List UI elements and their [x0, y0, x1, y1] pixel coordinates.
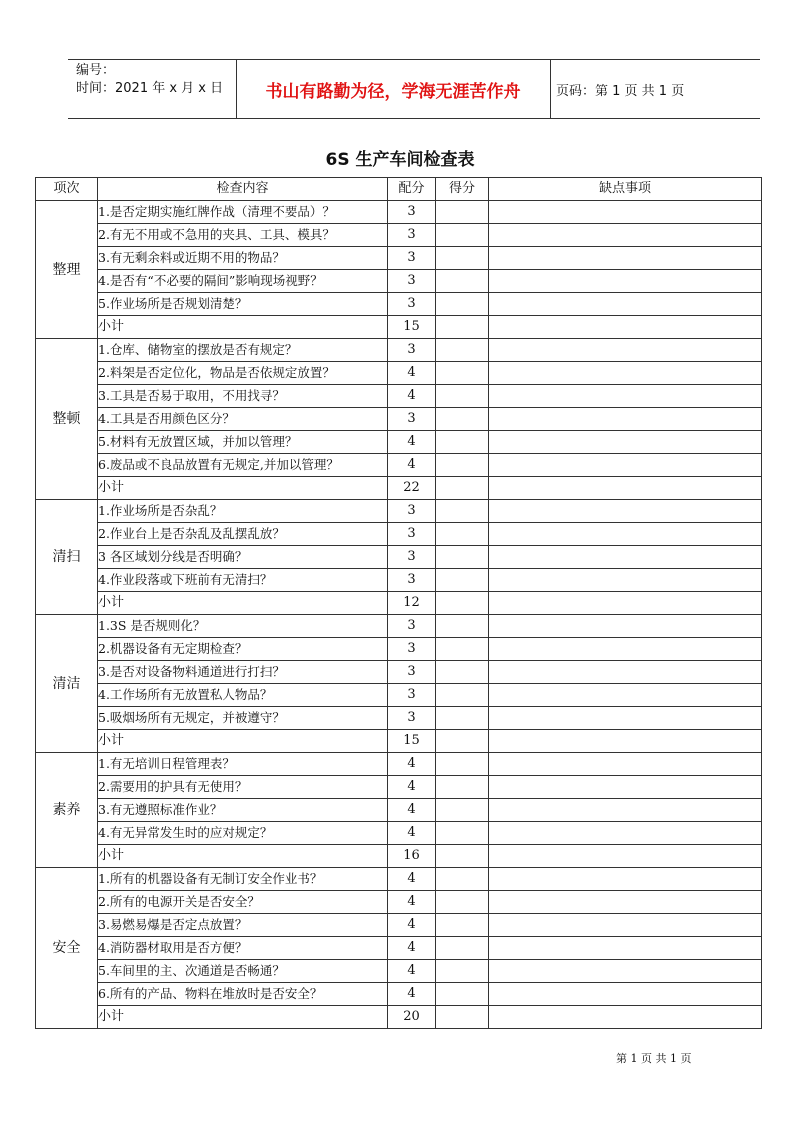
defect-notes-cell[interactable] — [489, 983, 762, 1006]
defect-notes-cell[interactable] — [489, 293, 762, 316]
subtotal-defect-cell[interactable] — [489, 316, 762, 339]
score-input-cell[interactable] — [436, 753, 489, 776]
table-row — [36, 500, 762, 523]
max-score-cell: 3 — [388, 293, 436, 316]
max-score-cell: 4 — [388, 431, 436, 454]
subtotal-value: 20 — [388, 1006, 436, 1029]
check-item-content: 3.有无剩余料或近期不用的物品？ — [98, 247, 388, 270]
score-input-cell[interactable] — [436, 362, 489, 385]
check-item-content: 1.作业场所是否杂乱？ — [98, 500, 388, 523]
defect-notes-cell[interactable] — [489, 661, 762, 684]
score-input-cell[interactable] — [436, 385, 489, 408]
score-input-cell[interactable] — [436, 247, 489, 270]
table-row — [36, 891, 762, 914]
header-bottom-rule — [68, 118, 760, 119]
subtotal-label: 小计 — [98, 477, 388, 500]
max-score-cell: 4 — [388, 799, 436, 822]
check-item-content: 4.作业段落或下班前有无清扫？ — [98, 569, 388, 592]
check-item-content: 2.料架是否定位化，物品是否依规定放置？ — [98, 362, 388, 385]
table-row — [36, 201, 762, 224]
document-number-label: 编号： — [76, 63, 116, 78]
column-header-score: 得分 — [436, 178, 489, 201]
check-item-content: 6.所有的产品、物料在堆放时是否安全？ — [98, 983, 388, 1006]
max-score-cell: 3 — [388, 661, 436, 684]
subtotal-defect-cell[interactable] — [489, 477, 762, 500]
table-row — [36, 523, 762, 546]
max-score-cell: 4 — [388, 983, 436, 1006]
table-row — [36, 569, 762, 592]
score-input-cell[interactable] — [436, 661, 489, 684]
max-score-cell: 3 — [388, 201, 436, 224]
score-input-cell[interactable] — [436, 937, 489, 960]
table-row — [36, 408, 762, 431]
subtotal-row — [36, 477, 762, 500]
table-row — [36, 960, 762, 983]
defect-notes-cell[interactable] — [489, 891, 762, 914]
check-item-content: 5.作业场所是否规划清楚？ — [98, 293, 388, 316]
max-score-cell: 3 — [388, 684, 436, 707]
category-cell: 素养 — [36, 753, 98, 868]
max-score-cell: 3 — [388, 408, 436, 431]
defect-notes-cell[interactable] — [489, 753, 762, 776]
subtotal-value: 12 — [388, 592, 436, 615]
score-input-cell[interactable] — [436, 960, 489, 983]
score-input-cell[interactable] — [436, 569, 489, 592]
check-item-content: 1.是否定期实施红牌作战（清理不要品）？ — [98, 201, 388, 224]
category-cell: 清洁 — [36, 615, 98, 753]
score-input-cell[interactable] — [436, 270, 489, 293]
document-time-label: 时间：2021 年 x 月 x 日 — [76, 81, 224, 96]
category-cell: 整理 — [36, 201, 98, 339]
max-score-cell: 4 — [388, 362, 436, 385]
score-input-cell[interactable] — [436, 822, 489, 845]
table-row — [36, 684, 762, 707]
defect-notes-cell[interactable] — [489, 431, 762, 454]
check-item-content: 1.有无培训日程管理表？ — [98, 753, 388, 776]
subtotal-row — [36, 1006, 762, 1029]
max-score-cell: 4 — [388, 753, 436, 776]
score-input-cell[interactable] — [436, 523, 489, 546]
subtotal-row — [36, 845, 762, 868]
table-row — [36, 615, 762, 638]
table-row — [36, 661, 762, 684]
score-input-cell[interactable] — [436, 983, 489, 1006]
check-item-content: 5.吸烟场所有无规定，并被遵守？ — [98, 707, 388, 730]
max-score-cell: 3 — [388, 224, 436, 247]
score-input-cell[interactable] — [436, 201, 489, 224]
defect-notes-cell[interactable] — [489, 408, 762, 431]
defect-notes-cell[interactable] — [489, 270, 762, 293]
max-score-cell: 3 — [388, 270, 436, 293]
subtotal-score-cell[interactable] — [436, 730, 489, 753]
score-input-cell[interactable] — [436, 684, 489, 707]
inspection-table — [35, 177, 762, 1029]
defect-notes-cell[interactable] — [489, 799, 762, 822]
table-row — [36, 868, 762, 891]
table-row — [36, 776, 762, 799]
defect-notes-cell[interactable] — [489, 339, 762, 362]
subtotal-value: 15 — [388, 316, 436, 339]
check-item-content: 2.机器设备有无定期检查？ — [98, 638, 388, 661]
defect-notes-cell[interactable] — [489, 546, 762, 569]
score-input-cell[interactable] — [436, 638, 489, 661]
subtotal-label: 小计 — [98, 316, 388, 339]
score-input-cell[interactable] — [436, 615, 489, 638]
max-score-cell: 4 — [388, 937, 436, 960]
score-input-cell[interactable] — [436, 914, 489, 937]
subtotal-row — [36, 730, 762, 753]
check-item-content: 2.有无不用或不急用的夹具、工具、模具？ — [98, 224, 388, 247]
check-item-content: 4.是否有“不必要的隔间”影响现场视野？ — [98, 270, 388, 293]
document-title: 6S 生产车间检查表 — [325, 150, 475, 170]
score-input-cell[interactable] — [436, 339, 489, 362]
max-score-cell: 3 — [388, 615, 436, 638]
max-score-cell: 3 — [388, 523, 436, 546]
subtotal-defect-cell[interactable] — [489, 592, 762, 615]
header-meta — [76, 62, 223, 98]
table-row — [36, 385, 762, 408]
subtotal-row — [36, 316, 762, 339]
max-score-cell: 3 — [388, 500, 436, 523]
defect-notes-cell[interactable] — [489, 362, 762, 385]
score-input-cell[interactable] — [436, 799, 489, 822]
check-item-content: 4.消防器材取用是否方便？ — [98, 937, 388, 960]
defect-notes-cell[interactable] — [489, 707, 762, 730]
check-item-content: 3 各区域划分线是否明确？ — [98, 546, 388, 569]
check-item-content: 3.工具是否易于取用，不用找寻？ — [98, 385, 388, 408]
header-divider — [550, 60, 551, 118]
defect-notes-cell[interactable] — [489, 684, 762, 707]
check-item-content: 4.有无异常发生时的应对规定？ — [98, 822, 388, 845]
check-item-content: 2.作业台上是否杂乱及乱摆乱放？ — [98, 523, 388, 546]
subtotal-defect-cell[interactable] — [489, 845, 762, 868]
max-score-cell: 4 — [388, 960, 436, 983]
category-cell: 清扫 — [36, 500, 98, 615]
table-row — [36, 799, 762, 822]
table-row — [36, 707, 762, 730]
check-item-content: 1.3S 是否规则化？ — [98, 615, 388, 638]
max-score-cell: 4 — [388, 776, 436, 799]
table-row — [36, 431, 762, 454]
column-header-defects: 缺点事项 — [489, 178, 762, 201]
check-item-content: 1.仓库、储物室的摆放是否有规定？ — [98, 339, 388, 362]
max-score-cell: 3 — [388, 638, 436, 661]
subtotal-score-cell[interactable] — [436, 477, 489, 500]
subtotal-label: 小计 — [98, 592, 388, 615]
score-input-cell[interactable] — [436, 293, 489, 316]
defect-notes-cell[interactable] — [489, 224, 762, 247]
score-input-cell[interactable] — [436, 408, 489, 431]
subtotal-defect-cell[interactable] — [489, 730, 762, 753]
defect-notes-cell[interactable] — [489, 776, 762, 799]
table-header-row — [36, 178, 762, 201]
page-footer: 第 1 页 共 1 页 — [616, 1052, 692, 1065]
subtotal-label: 小计 — [98, 845, 388, 868]
check-item-content: 5.材料有无放置区域，并加以管理？ — [98, 431, 388, 454]
check-item-content: 2.需要用的护具有无使用？ — [98, 776, 388, 799]
check-item-content: 3.是否对设备物料通道进行打扫？ — [98, 661, 388, 684]
max-score-cell: 4 — [388, 891, 436, 914]
table-row — [36, 247, 762, 270]
column-header-max-score: 配分 — [388, 178, 436, 201]
max-score-cell: 4 — [388, 914, 436, 937]
table-row — [36, 293, 762, 316]
score-input-cell[interactable] — [436, 500, 489, 523]
subtotal-label: 小计 — [98, 730, 388, 753]
table-row — [36, 914, 762, 937]
subtotal-score-cell[interactable] — [436, 845, 489, 868]
defect-notes-cell[interactable] — [489, 937, 762, 960]
table-row — [36, 937, 762, 960]
table-body — [36, 201, 762, 1029]
defect-notes-cell[interactable] — [489, 960, 762, 983]
subtotal-label: 小计 — [98, 1006, 388, 1029]
defect-notes-cell[interactable] — [489, 822, 762, 845]
subtotal-value: 15 — [388, 730, 436, 753]
score-input-cell[interactable] — [436, 868, 489, 891]
max-score-cell: 4 — [388, 822, 436, 845]
check-item-content: 1.所有的机器设备有无制订安全作业书？ — [98, 868, 388, 891]
table-row — [36, 270, 762, 293]
subtotal-value: 16 — [388, 845, 436, 868]
max-score-cell: 3 — [388, 707, 436, 730]
table-row — [36, 822, 762, 845]
subtotal-score-cell[interactable] — [436, 316, 489, 339]
defect-notes-cell[interactable] — [489, 500, 762, 523]
subtotal-score-cell[interactable] — [436, 592, 489, 615]
subtotal-score-cell[interactable] — [436, 1006, 489, 1029]
subtotal-defect-cell[interactable] — [489, 1006, 762, 1029]
defect-notes-cell[interactable] — [489, 569, 762, 592]
max-score-cell: 4 — [388, 385, 436, 408]
score-input-cell[interactable] — [436, 454, 489, 477]
score-input-cell[interactable] — [436, 224, 489, 247]
defect-notes-cell[interactable] — [489, 247, 762, 270]
table-row — [36, 339, 762, 362]
table-row — [36, 546, 762, 569]
score-input-cell[interactable] — [436, 546, 489, 569]
category-cell: 安全 — [36, 868, 98, 1029]
defect-notes-cell[interactable] — [489, 201, 762, 224]
check-item-content: 2.所有的电源开关是否安全？ — [98, 891, 388, 914]
column-header-category: 项次 — [36, 178, 98, 201]
header-page-number: 页码：第 1 页 共 1 页 — [556, 83, 685, 99]
defect-notes-cell[interactable] — [489, 914, 762, 937]
header-motto: 书山有路勤为径，学海无涯苦作舟 — [265, 81, 521, 102]
check-item-content: 6.废品或不良品放置有无规定,并加以管理？ — [98, 454, 388, 477]
max-score-cell: 4 — [388, 868, 436, 891]
defect-notes-cell[interactable] — [489, 385, 762, 408]
check-item-content: 3.易燃易爆是否定点放置？ — [98, 914, 388, 937]
max-score-cell: 3 — [388, 247, 436, 270]
column-header-content: 检查内容 — [98, 178, 388, 201]
table-row — [36, 983, 762, 1006]
max-score-cell: 3 — [388, 546, 436, 569]
max-score-cell: 4 — [388, 454, 436, 477]
subtotal-row — [36, 592, 762, 615]
category-cell: 整顿 — [36, 339, 98, 500]
defect-notes-cell[interactable] — [489, 523, 762, 546]
score-input-cell[interactable] — [436, 891, 489, 914]
score-input-cell[interactable] — [436, 431, 489, 454]
defect-notes-cell[interactable] — [489, 615, 762, 638]
table-row — [36, 753, 762, 776]
check-item-content: 5.车间里的主、次通道是否畅通？ — [98, 960, 388, 983]
check-item-content: 4.工具是否用颜色区分？ — [98, 408, 388, 431]
subtotal-value: 22 — [388, 477, 436, 500]
score-input-cell[interactable] — [436, 776, 489, 799]
score-input-cell[interactable] — [436, 707, 489, 730]
check-item-content: 4.工作场所有无放置私人物品？ — [98, 684, 388, 707]
table-row — [36, 362, 762, 385]
max-score-cell: 3 — [388, 339, 436, 362]
defect-notes-cell[interactable] — [489, 638, 762, 661]
table-row — [36, 224, 762, 247]
max-score-cell: 3 — [388, 569, 436, 592]
defect-notes-cell[interactable] — [489, 868, 762, 891]
table-row — [36, 454, 762, 477]
defect-notes-cell[interactable] — [489, 454, 762, 477]
table-row — [36, 638, 762, 661]
check-item-content: 3.有无遵照标准作业？ — [98, 799, 388, 822]
